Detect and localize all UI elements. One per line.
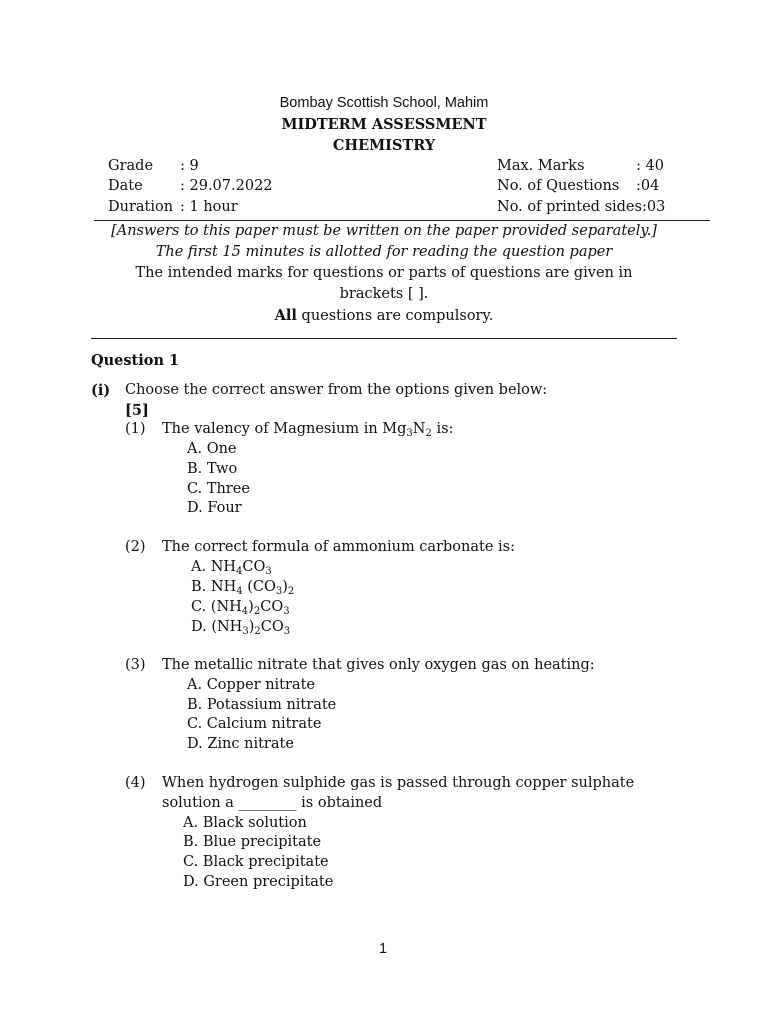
printed-sides <box>497 199 665 215</box>
q3-option: D. Zinc nitrate <box>187 736 294 752</box>
q3-number: (3) <box>125 657 146 673</box>
formula-sub: 2 <box>254 626 261 637</box>
printed-sides-label: No. of printed sides: <box>497 199 647 215</box>
formula-part: (NH <box>211 619 243 635</box>
q2-text: The correct formula of ammonium carbonate is: <box>162 539 515 555</box>
q4-option: D. Green precipitate <box>183 874 334 890</box>
q3-text: The metallic nitrate that gives only oxygen gas on heating: <box>162 657 595 673</box>
formula-part: ) <box>282 579 288 595</box>
q2-option-b <box>191 579 294 595</box>
q2-option-label: B. <box>191 579 207 595</box>
formula-part: ) <box>248 599 254 615</box>
q3-option: A. Copper nitrate <box>187 677 315 693</box>
num-questions-value: :04 <box>636 178 660 194</box>
formula-sub: 3 <box>283 606 290 617</box>
q1-option: B. Two <box>187 461 238 477</box>
instruction-reading-time: The first 15 minutes is allotted for reading the question paper <box>155 244 613 260</box>
q4-number: (4) <box>125 775 146 791</box>
formula-sub: 4 <box>236 566 243 577</box>
school-name: Bombay Scottish School, Mahim <box>279 95 489 111</box>
q1-text-post: is: <box>431 421 454 437</box>
all-bold: All <box>274 307 297 324</box>
part-i-marks: [5] <box>125 402 149 419</box>
formula-sub: 2 <box>287 586 295 597</box>
part-i-label: (i) <box>91 382 111 399</box>
max-marks-label: Max. Marks <box>497 158 585 174</box>
formula-sub: 3 <box>275 586 283 597</box>
q2-option-a <box>191 559 272 575</box>
q4-option: C. Black precipitate <box>183 854 329 870</box>
formula-part: NH <box>210 579 237 595</box>
max-marks-value: : 40 <box>636 158 664 174</box>
instruction-marks: The intended marks for questions or parts of questions are given in <box>135 265 633 281</box>
header-rule <box>94 220 710 221</box>
q4-option: A. Black solution <box>183 815 307 831</box>
q3-option: B. Potassium nitrate <box>187 697 337 713</box>
q1-sub-1: 3 <box>406 428 413 439</box>
formula-part: (NH <box>210 599 242 615</box>
q1-option: C. Three <box>187 481 250 497</box>
instructions-rule <box>91 338 677 339</box>
compulsory-text: questions are compulsory. <box>296 308 494 324</box>
q4-text-line-2: solution a ________ is obtained <box>162 795 383 811</box>
q2-option-c <box>191 599 290 615</box>
page-number: 1 <box>379 941 388 957</box>
formula-sub: 3 <box>283 626 291 637</box>
q4-option: B. Blue precipitate <box>183 834 322 850</box>
q2-option-label: A. <box>191 559 207 575</box>
formula-sub: 4 <box>236 586 243 597</box>
formula-part: ) <box>248 619 255 635</box>
instruction-compulsory <box>0 307 768 324</box>
formula-part: CO <box>242 559 266 575</box>
q2-option-d <box>191 619 290 635</box>
q4-text-line-1: When hydrogen sulphide gas is passed through copper sulphate <box>162 775 635 791</box>
date-label: Date <box>108 178 143 194</box>
date-value: : 29.07.2022 <box>180 178 273 194</box>
formula-part: CO <box>260 599 284 615</box>
num-questions-label: No. of Questions <box>497 178 620 194</box>
subject-title: CHEMISTRY <box>332 137 436 154</box>
q1-text-pre: The valency of Magnesium in Mg <box>162 421 407 437</box>
q2-option-label: C. <box>191 599 207 615</box>
q1-option: D. Four <box>187 500 242 516</box>
grade-value: : 9 <box>180 158 199 174</box>
duration-label: Duration <box>108 199 174 215</box>
q3-option: C. Calcium nitrate <box>187 716 322 732</box>
q2-option-label: D. <box>191 619 207 635</box>
q1-sub-2: 2 <box>425 428 432 439</box>
q1-option: A. One <box>187 441 237 457</box>
q1-text <box>162 421 453 437</box>
question-1-title: Question 1 <box>91 352 180 369</box>
instruction-brackets: brackets [ ]. <box>339 286 429 302</box>
formula-sub: 4 <box>241 606 249 617</box>
q1-text-mid: N <box>412 421 426 437</box>
duration-value: : 1 hour <box>180 199 238 215</box>
grade-label: Grade <box>108 158 154 174</box>
exam-title: MIDTERM ASSESSMENT <box>281 116 487 133</box>
q2-number: (2) <box>125 539 146 555</box>
printed-sides-value: 03 <box>646 199 666 215</box>
formula-part: NH <box>210 559 237 575</box>
formula-part: (CO <box>242 579 276 595</box>
q1-number: (1) <box>125 421 146 437</box>
formula-sub: 3 <box>265 566 272 577</box>
formula-part: CO <box>260 619 284 635</box>
formula-sub: 3 <box>242 626 249 637</box>
formula-sub: 2 <box>253 606 261 617</box>
part-i-instruction: Choose the correct answer from the options given below: <box>125 382 548 398</box>
instruction-answers: [Answers to this paper must be written on the paper provided separately.] <box>111 223 657 239</box>
